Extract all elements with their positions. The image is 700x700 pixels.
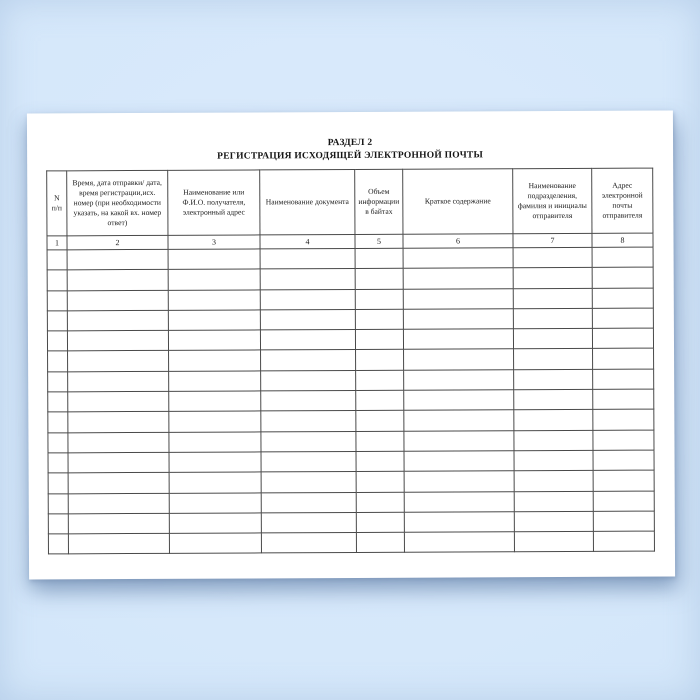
- table-cell: [514, 450, 593, 471]
- table-cell: [48, 351, 68, 371]
- table-cell: [404, 410, 514, 431]
- table-cell: [592, 267, 653, 288]
- column-number-5: 5: [355, 234, 403, 248]
- table-cell: [356, 370, 404, 391]
- table-cell: [593, 349, 654, 370]
- table-row: [48, 369, 654, 392]
- table-cell: [48, 453, 68, 473]
- table-cell: [261, 350, 356, 371]
- column-header-4: Наименование документа: [260, 169, 355, 234]
- table-cell: [168, 249, 260, 270]
- table-cell: [48, 392, 68, 412]
- table-cell: [593, 409, 654, 430]
- table-cell: [513, 308, 592, 329]
- table-cell: [514, 389, 593, 410]
- table-cell: [404, 512, 514, 533]
- column-number-4: 4: [260, 234, 355, 248]
- table-cell: [514, 369, 593, 390]
- table-row: [48, 511, 654, 534]
- table-cell: [169, 432, 261, 453]
- table-row: [47, 308, 653, 331]
- column-number-8: 8: [592, 233, 653, 247]
- table-cell: [169, 492, 261, 513]
- table-cell: [356, 532, 404, 553]
- table-cell: [48, 493, 68, 513]
- document-title-block: [27, 135, 673, 164]
- table-cell: [67, 249, 168, 270]
- table-cell: [592, 308, 653, 329]
- column-number-3: 3: [168, 235, 260, 249]
- column-number-2: 2: [67, 235, 168, 249]
- table-cell: [68, 432, 169, 453]
- table-cell: [404, 390, 514, 411]
- table-cell: [47, 290, 67, 310]
- table-row: [48, 491, 654, 514]
- table-cell: [68, 493, 169, 514]
- column-number-6: 6: [403, 234, 513, 249]
- table-cell: [356, 431, 404, 452]
- table-cell: [593, 470, 654, 491]
- table-cell: [404, 349, 514, 370]
- table-row: [48, 470, 654, 493]
- column-header-6: Краткое содержание: [403, 169, 513, 235]
- table-cell: [593, 430, 654, 451]
- section-title: РАЗДЕЛ 2: [327, 137, 373, 149]
- table-cell: [48, 433, 68, 453]
- table-cell: [355, 309, 403, 330]
- table-cell: [68, 412, 169, 433]
- table-cell: [356, 492, 404, 513]
- table-cell: [48, 372, 68, 392]
- column-number-7: 7: [513, 233, 592, 247]
- table-cell: [48, 412, 68, 432]
- table-cell: [67, 310, 168, 331]
- table-cell: [355, 329, 403, 350]
- table-cell: [68, 371, 169, 392]
- table-cell: [168, 330, 260, 351]
- table-cell: [513, 288, 592, 309]
- table-cell: [356, 451, 404, 472]
- table-cell: [47, 311, 67, 331]
- table-cell: [169, 350, 261, 371]
- table-cell: [355, 269, 403, 290]
- table-cell: [169, 391, 261, 412]
- table-row: [47, 247, 653, 270]
- document-subtitle: РЕГИСТРАЦИЯ ИСХОДЯЩЕЙ ЭЛЕКТРОННОЙ ПОЧТЫ: [217, 150, 484, 162]
- table-cell: [356, 411, 404, 432]
- table-cell: [68, 513, 169, 534]
- registration-table: [46, 168, 655, 555]
- table-cell: [67, 290, 168, 311]
- table-cell: [261, 370, 356, 391]
- table-cell: [403, 288, 513, 309]
- table-cell: [593, 511, 654, 532]
- table-cell: [260, 248, 355, 269]
- table-cell: [261, 533, 356, 554]
- table-cell: [67, 270, 168, 291]
- table-row: [48, 531, 654, 554]
- table-cell: [514, 471, 593, 492]
- table-cell: [514, 491, 593, 512]
- table-cell: [47, 331, 67, 351]
- table-cell: [513, 329, 592, 350]
- table-cell: [169, 533, 261, 554]
- table-cell: [68, 391, 169, 412]
- table-cell: [47, 250, 67, 270]
- table-cell: [404, 491, 514, 512]
- column-number-1: 1: [47, 236, 67, 250]
- table-cell: [403, 248, 513, 269]
- table-cell: [260, 289, 355, 310]
- table-cell: [403, 309, 513, 330]
- table-cell: [169, 513, 261, 534]
- table-cell: [355, 248, 403, 269]
- table-cell: [593, 491, 654, 512]
- table-cell: [48, 514, 68, 534]
- table-cell: [355, 289, 403, 310]
- table-cell: [404, 532, 514, 553]
- table-cell: [169, 452, 261, 473]
- table-row: [48, 349, 654, 372]
- table-cell: [356, 472, 404, 493]
- table-cell: [261, 391, 356, 412]
- table-cell: [356, 512, 404, 533]
- table-cell: [514, 430, 593, 451]
- table-cell: [513, 268, 592, 289]
- table-row: [47, 267, 653, 290]
- table-row: [48, 450, 654, 473]
- table-cell: [260, 309, 355, 330]
- table-cell: [169, 472, 261, 493]
- table-cell: [168, 290, 260, 311]
- table-cell: [592, 247, 653, 268]
- table-cell: [169, 371, 261, 392]
- table-cell: [403, 268, 513, 289]
- table-body: [47, 247, 654, 554]
- header-row: [47, 168, 653, 236]
- table-cell: [168, 269, 260, 290]
- table-cell: [261, 492, 356, 513]
- table-cell: [356, 390, 404, 411]
- table-cell: [68, 351, 169, 372]
- table-cell: [261, 431, 356, 452]
- table-cell: [260, 330, 355, 351]
- table-cell: [593, 531, 654, 552]
- table-cell: [260, 269, 355, 290]
- table-cell: [48, 473, 68, 493]
- table-cell: [514, 410, 593, 431]
- table-cell: [68, 452, 169, 473]
- table-cell: [514, 349, 593, 370]
- table-cell: [514, 532, 593, 553]
- table-cell: [261, 451, 356, 472]
- table-cell: [68, 473, 169, 494]
- table-cell: [404, 451, 514, 472]
- column-header-1: N п/п: [47, 171, 67, 236]
- table-cell: [47, 270, 67, 290]
- table-cell: [513, 247, 592, 268]
- table-row: [48, 409, 654, 432]
- table-cell: [168, 310, 260, 331]
- table-cell: [68, 534, 169, 555]
- table-cell: [514, 511, 593, 532]
- table-cell: [593, 450, 654, 471]
- table-cell: [593, 369, 654, 390]
- table-cell: [404, 471, 514, 492]
- table-cell: [592, 288, 653, 309]
- table-cell: [48, 534, 68, 554]
- column-header-5: Объем информации в байтах: [355, 169, 403, 234]
- table-cell: [592, 328, 653, 349]
- table-cell: [169, 411, 261, 432]
- table-cell: [593, 389, 654, 410]
- column-header-7: Наименование подразделения, фамилия и инициалы отправителя: [513, 168, 592, 233]
- table-cell: [67, 331, 168, 352]
- table-cell: [404, 370, 514, 391]
- column-header-8: Адрес электронной почты отправителя: [592, 168, 653, 233]
- table-row: [48, 430, 654, 453]
- table-cell: [404, 430, 514, 451]
- table-row: [48, 389, 654, 412]
- table-cell: [403, 329, 513, 350]
- table-cell: [356, 350, 404, 371]
- table-row: [47, 288, 653, 311]
- table-row: [47, 328, 653, 351]
- table-cell: [261, 411, 356, 432]
- column-header-3: Наименование или Ф.И.О. получателя, электронный адрес: [168, 170, 260, 235]
- table-cell: [261, 512, 356, 533]
- table-cell: [261, 472, 356, 493]
- column-header-2: Время, дата отправки/ дата, время регистрации,исх. номер (при необходимости указать, на какой вх. номер ответ): [67, 170, 168, 235]
- document-page: [27, 110, 675, 579]
